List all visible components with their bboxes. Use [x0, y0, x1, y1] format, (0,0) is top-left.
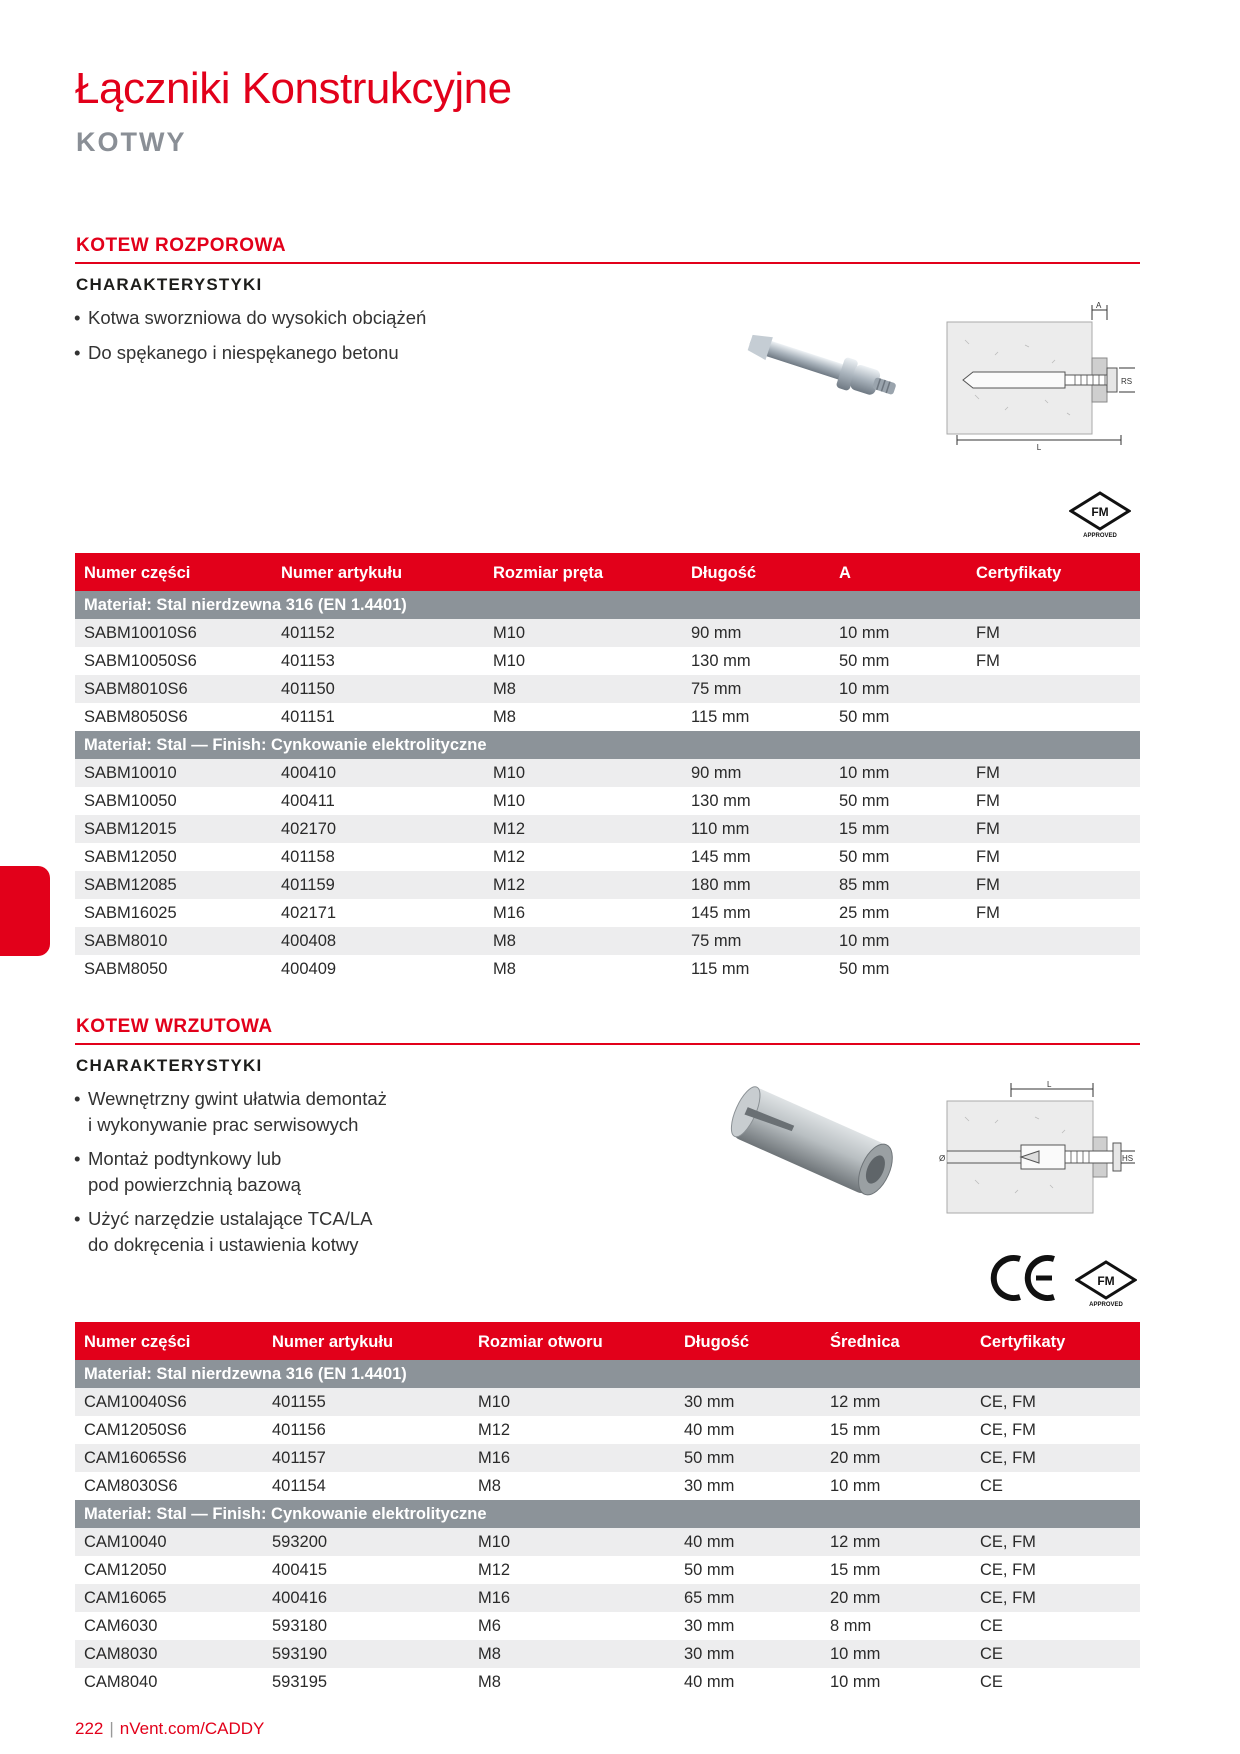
- svg-text:FM: FM: [1091, 505, 1109, 519]
- table-cell: CE: [980, 1616, 1003, 1635]
- dim-dia-label: Ø: [939, 1154, 946, 1163]
- table-cell: M16: [469, 1584, 675, 1612]
- fm-approved-icon: [1075, 1260, 1137, 1308]
- feature-item: • Wewnętrzny gwint ułatwia demontaż i wykonywanie prac serwisowych: [74, 1086, 387, 1138]
- col-header: Numer części: [75, 1322, 263, 1360]
- table-cell: 400408: [272, 927, 484, 955]
- material-group-row: [75, 731, 1140, 759]
- table-cell: 8 mm: [830, 1616, 872, 1635]
- table-cell: M8: [493, 959, 516, 978]
- dim-rs-label: RS: [1121, 377, 1133, 386]
- dim-hs-label: HS: [1122, 1154, 1134, 1163]
- table-cell: 130 mm: [691, 651, 751, 670]
- table-cell: M10: [484, 759, 682, 787]
- table-cell: 50 mm: [839, 847, 890, 866]
- table-cell: 400409: [281, 959, 337, 978]
- table-cell: 90 mm: [682, 759, 830, 787]
- material-group-label: Materiał: Stal — Finish: Cynkowanie elektrolityczne: [75, 731, 1140, 759]
- table-cell: SABM12015: [75, 815, 272, 843]
- table-cell: 401150: [272, 675, 484, 703]
- table-cell: 40 mm: [684, 1672, 735, 1691]
- table-header-row: [75, 553, 1140, 591]
- table-cell: M10: [484, 619, 682, 647]
- col-header: Długość: [682, 553, 830, 591]
- table-cell: 401152: [272, 619, 484, 647]
- page-number: 222: [75, 1719, 104, 1738]
- table-cell: 180 mm: [682, 871, 830, 899]
- table-cell: 110 mm: [682, 815, 830, 843]
- table-cell: 75 mm: [682, 927, 830, 955]
- table-row: [75, 1528, 1140, 1556]
- page-footer: [75, 1719, 264, 1739]
- table-cell: CE, FM: [971, 1388, 1140, 1416]
- table-cell: 401155: [263, 1388, 469, 1416]
- table-cell: SABM8050S6: [84, 707, 188, 726]
- characteristics-heading: CHARAKTERYSTYKI: [76, 1056, 263, 1075]
- table-cell: M8: [478, 1476, 501, 1495]
- svg-text:APPROVED: APPROVED: [1089, 1302, 1123, 1308]
- material-group-row: [75, 1500, 1140, 1528]
- table-cell: SABM12050: [84, 847, 177, 866]
- table-cell: SABM10010: [75, 759, 272, 787]
- col-header: Długość: [675, 1322, 821, 1360]
- table-cell: M8: [469, 1640, 675, 1668]
- table-cell: 10 mm: [821, 1640, 971, 1668]
- table-row: [75, 1640, 1140, 1668]
- table-row: [75, 1668, 1140, 1696]
- table-cell: 145 mm: [691, 903, 751, 922]
- table-cell: 115 mm: [691, 959, 750, 978]
- table-cell: SABM16025: [84, 903, 177, 922]
- table-row: [75, 1584, 1140, 1612]
- table-cell: CE, FM: [971, 1528, 1140, 1556]
- table-cell: CAM10040: [75, 1528, 263, 1556]
- feature-list: [74, 1086, 387, 1258]
- table-cell: 50 mm: [839, 959, 890, 978]
- table-cell: CAM10040S6: [75, 1388, 263, 1416]
- wedge-anchor-diagram: [935, 300, 1135, 455]
- table-cell: 12 mm: [821, 1388, 971, 1416]
- table-cell: 593190: [263, 1640, 469, 1668]
- col-header: Numer artykułu: [263, 1322, 469, 1360]
- table-cell: M6: [478, 1616, 501, 1635]
- table-cell: SABM8010: [75, 927, 272, 955]
- table-cell: FM: [967, 759, 1140, 787]
- col-header: Rozmiar pręta: [484, 553, 682, 591]
- table-cell: 15 mm: [830, 1560, 881, 1579]
- material-group-label: Materiał: Stal nierdzewna 316 (EN 1.4401): [75, 1360, 1140, 1388]
- table-cell: FM: [976, 791, 1000, 810]
- table-cell: 400411: [281, 791, 335, 810]
- table-cell: 401151: [281, 707, 335, 726]
- table-cell: 30 mm: [684, 1476, 735, 1495]
- table-row: [75, 1612, 1140, 1640]
- table-cell: M8: [478, 1672, 501, 1691]
- table-row: [75, 675, 1140, 703]
- dim-l-label: L: [1047, 1080, 1052, 1089]
- table-cell: 20 mm: [821, 1444, 971, 1472]
- table-cell: 401153: [281, 651, 335, 670]
- table-cell: 40 mm: [675, 1528, 821, 1556]
- col-header: Certyfikaty: [971, 1322, 1140, 1360]
- table-cell: 30 mm: [675, 1388, 821, 1416]
- table-row: [75, 759, 1140, 787]
- table-cell: FM: [967, 815, 1140, 843]
- table-cell: 85 mm: [830, 871, 967, 899]
- feature-item: • Kotwa sworzniowa do wysokich obciążeń: [74, 305, 426, 331]
- col-header: Numer artykułu: [272, 553, 484, 591]
- table-cell: 10 mm: [830, 1672, 881, 1691]
- col-header: Certyfikaty: [967, 553, 1140, 591]
- svg-text:FM: FM: [1097, 1274, 1115, 1288]
- table-row: [75, 647, 1140, 675]
- table-row: [75, 1472, 1140, 1500]
- col-header: Rozmiar otworu: [469, 1322, 675, 1360]
- material-group-row: [75, 591, 1140, 619]
- footer-separator: |: [109, 1719, 114, 1738]
- table-cell: [967, 675, 1140, 703]
- table-row: [75, 927, 1140, 955]
- table-cell: 50 mm: [675, 1444, 821, 1472]
- table-cell: M12: [484, 815, 682, 843]
- table-cell: 30 mm: [675, 1640, 821, 1668]
- section-divider: [75, 262, 1140, 264]
- table-cell: 75 mm: [682, 675, 830, 703]
- table-cell: M12: [478, 1420, 511, 1439]
- table-cell: FM: [976, 651, 1000, 670]
- table-cell: 40 mm: [684, 1420, 735, 1439]
- section-title-expansion-anchor: KOTEW ROZPOROWA: [76, 235, 287, 256]
- table-row: [75, 703, 1140, 731]
- table-cell: 12 mm: [821, 1528, 971, 1556]
- table-cell: 10 mm: [830, 759, 967, 787]
- table-cell: M10: [469, 1528, 675, 1556]
- col-header: Średnica: [821, 1322, 971, 1360]
- table-cell: FM: [967, 871, 1140, 899]
- table-cell: SABM12085: [75, 871, 272, 899]
- table-cell: SABM10050: [84, 791, 177, 810]
- table-cell: 130 mm: [691, 791, 751, 810]
- table-cell: 10 mm: [830, 927, 967, 955]
- footer-website-link[interactable]: nVent.com/CADDY: [119, 1719, 265, 1738]
- table-cell: CE, FM: [971, 1584, 1140, 1612]
- table-cell: [967, 703, 1140, 731]
- table-row: [75, 1556, 1140, 1584]
- table-cell: 400416: [263, 1584, 469, 1612]
- table-cell: CAM12050S6: [84, 1420, 187, 1439]
- table-cell: SABM8010S6: [75, 675, 272, 703]
- chapter-tab: [0, 866, 50, 956]
- table-cell: SABM8050: [84, 959, 168, 978]
- table-cell: 401159: [272, 871, 484, 899]
- table-cell: 10 mm: [830, 1476, 881, 1495]
- table-cell: CAM8030S6: [84, 1476, 178, 1495]
- table-cell: 593180: [272, 1616, 328, 1635]
- spec-table-expansion-anchor: [75, 553, 1140, 983]
- material-group-label: Materiał: Stal nierdzewna 316 (EN 1.4401): [75, 591, 1140, 619]
- table-cell: CAM8030: [75, 1640, 263, 1668]
- ce-mark-icon: [990, 1253, 1060, 1303]
- table-row: [75, 787, 1140, 815]
- table-cell: [967, 955, 1140, 983]
- table-cell: 50 mm: [839, 651, 890, 670]
- feature-item: • Do spękanego i niespękanego betonu: [74, 340, 426, 366]
- table-cell: 400410: [272, 759, 484, 787]
- table-cell: 65 mm: [675, 1584, 821, 1612]
- table-row: [75, 1416, 1140, 1444]
- table-cell: 20 mm: [821, 1584, 971, 1612]
- col-header: A: [830, 553, 967, 591]
- spec-table-drop-in-anchor: [75, 1322, 1140, 1696]
- table-cell: CE: [971, 1640, 1140, 1668]
- table-cell: 593200: [263, 1528, 469, 1556]
- table-cell: 401156: [272, 1420, 326, 1439]
- dim-a-label: A: [1096, 301, 1102, 310]
- dim-l-label: L: [1036, 443, 1042, 452]
- material-group-label: Materiał: Stal — Finish: Cynkowanie elektrolityczne: [75, 1500, 1140, 1528]
- table-row: [75, 815, 1140, 843]
- table-cell: CAM8040: [84, 1672, 158, 1691]
- table-cell: 10 mm: [830, 675, 967, 703]
- table-cell: 401157: [263, 1444, 469, 1472]
- table-cell: M12: [484, 871, 682, 899]
- table-cell: 50 mm: [684, 1560, 735, 1579]
- table-cell: M10: [469, 1388, 675, 1416]
- table-cell: 145 mm: [691, 847, 751, 866]
- table-cell: CAM16065: [75, 1584, 263, 1612]
- table-cell: CAM12050: [84, 1560, 167, 1579]
- table-cell: M16: [469, 1444, 675, 1472]
- table-cell: 15 mm: [830, 815, 967, 843]
- table-cell: 402170: [272, 815, 484, 843]
- table-row: [75, 843, 1140, 871]
- characteristics-heading: CHARAKTERYSTYKI: [76, 275, 263, 294]
- table-cell: 401158: [281, 847, 335, 866]
- feature-item: • Użyć narzędzie ustalające TCA/LA do dokręcenia i ustawienia kotwy: [74, 1206, 387, 1258]
- table-cell: M8: [493, 707, 516, 726]
- table-cell: 115 mm: [691, 707, 750, 726]
- table-cell: CE: [980, 1672, 1003, 1691]
- table-cell: M8: [484, 927, 682, 955]
- table-cell: M12: [478, 1560, 511, 1579]
- table-cell: 402171: [281, 903, 337, 922]
- drop-in-anchor-diagram: [935, 1075, 1135, 1225]
- page-subtitle: KOTWY: [76, 127, 187, 157]
- section-divider: [75, 1043, 1140, 1045]
- table-cell: 30 mm: [684, 1616, 735, 1635]
- table-cell: 593195: [272, 1672, 328, 1691]
- svg-text:APPROVED: APPROVED: [1083, 533, 1117, 539]
- table-header-row: [75, 1322, 1140, 1360]
- wedge-anchor-photo: [735, 325, 915, 417]
- table-cell: M12: [493, 847, 526, 866]
- table-row: [75, 619, 1140, 647]
- table-cell: 401154: [272, 1476, 326, 1495]
- table-cell: CAM6030: [84, 1616, 158, 1635]
- table-cell: M8: [484, 675, 682, 703]
- table-cell: FM: [976, 903, 1000, 922]
- table-row: [75, 899, 1140, 927]
- col-header: Numer części: [75, 553, 272, 591]
- table-row: [75, 1444, 1140, 1472]
- table-cell: M16: [493, 903, 526, 922]
- table-cell: CE, FM: [980, 1420, 1036, 1439]
- table-cell: CAM16065S6: [75, 1444, 263, 1472]
- table-cell: 400415: [272, 1560, 328, 1579]
- page-title: Łączniki Konstrukcyjne: [75, 64, 512, 113]
- table-cell: 10 mm: [830, 619, 967, 647]
- table-cell: M10: [493, 791, 526, 810]
- fm-approved-icon: [1069, 491, 1131, 539]
- table-cell: 15 mm: [830, 1420, 881, 1439]
- table-cell: 90 mm: [682, 619, 830, 647]
- drop-in-anchor-photo: [728, 1075, 898, 1215]
- table-cell: CE: [980, 1476, 1003, 1495]
- material-group-row: [75, 1360, 1140, 1388]
- table-cell: FM: [967, 619, 1140, 647]
- table-row: [75, 1388, 1140, 1416]
- table-cell: [967, 927, 1140, 955]
- table-cell: 50 mm: [839, 707, 890, 726]
- table-cell: 25 mm: [839, 903, 890, 922]
- table-cell: 50 mm: [839, 791, 890, 810]
- feature-item: • Montaż podtynkowy lub pod powierzchnią bazową: [74, 1146, 387, 1198]
- table-row: [75, 955, 1140, 983]
- feature-list: [74, 305, 426, 366]
- table-cell: CE, FM: [971, 1444, 1140, 1472]
- table-row: [75, 871, 1140, 899]
- table-cell: M10: [493, 651, 526, 670]
- section-title-drop-in-anchor: KOTEW WRZUTOWA: [76, 1016, 273, 1037]
- table-cell: CE, FM: [980, 1560, 1036, 1579]
- table-cell: SABM10010S6: [75, 619, 272, 647]
- table-cell: FM: [976, 847, 1000, 866]
- table-cell: SABM10050S6: [84, 651, 197, 670]
